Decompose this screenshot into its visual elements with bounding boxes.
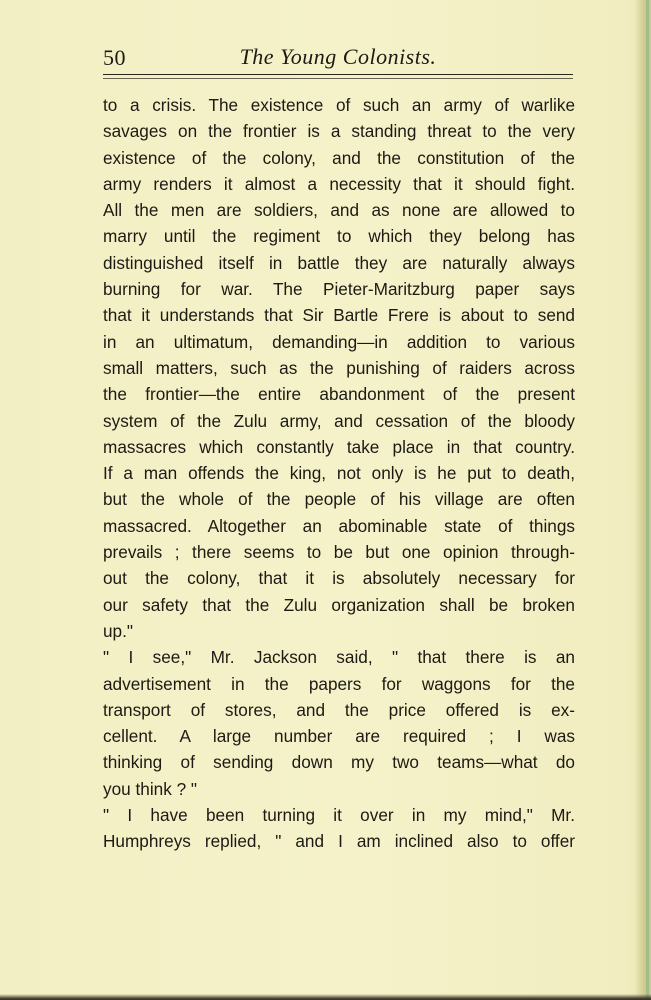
text-line: small matters, such as the punishing of raiders across bbox=[103, 357, 575, 378]
text-line: up." bbox=[103, 620, 133, 641]
text-line: existence of the colony, and the constitution of the bbox=[103, 147, 575, 168]
text-line: If a man offends the king, not only is he put to death, bbox=[103, 463, 575, 484]
text-line: transport of stores, and the price offered is ex- bbox=[103, 699, 575, 720]
page-right-edge bbox=[635, 0, 651, 1000]
text-line: marry until the regiment to which they belong has bbox=[103, 226, 575, 247]
page-header bbox=[103, 40, 573, 74]
page-number: 50 bbox=[103, 45, 126, 70]
text-line: prevails ; there seems to be but one opinion through- bbox=[103, 542, 575, 563]
text-line: you think ? " bbox=[103, 778, 198, 799]
body-text bbox=[103, 92, 575, 855]
text-line: in an ultimatum, demanding—in addition to various bbox=[103, 331, 575, 352]
text-line: system of the Zulu army, and cessation of the bloody bbox=[103, 410, 575, 431]
running-title: The Young Colonists. bbox=[239, 44, 437, 69]
text-line: the frontier—the entire abandonment of the present bbox=[103, 384, 575, 405]
text-line: to a crisis. The existence of such an army of warlike bbox=[103, 95, 575, 115]
text-line: but the whole of the people of his village are often bbox=[103, 489, 575, 510]
header-rule bbox=[103, 74, 573, 75]
text-line: distinguished itself in battle they are naturally always bbox=[103, 252, 575, 273]
text-line: massacred. Altogether an abominable state of things bbox=[103, 515, 575, 536]
text-line: thinking of sending down my two teams—what do bbox=[103, 752, 575, 773]
text-line: advertisement in the papers for waggons for the bbox=[103, 673, 575, 694]
text-line: that it understands that Sir Bartle Frere is about to send bbox=[103, 305, 575, 326]
text-line: massacres which constantly take place in that country. bbox=[103, 436, 575, 457]
text-line: cellent. A large number are required ; I was bbox=[103, 726, 575, 747]
header-rule-second bbox=[103, 78, 573, 79]
page-bottom-edge bbox=[0, 994, 651, 1000]
text-line: out the colony, that it is absolutely necessary for bbox=[103, 568, 575, 589]
text-line: " I see," Mr. Jackson said, " that there is an bbox=[103, 647, 575, 668]
text-line: All the men are soldiers, and as none are allowed to bbox=[103, 200, 575, 221]
text-line: " I have been turning it over in my mind," Mr. bbox=[103, 805, 575, 826]
text-line: our safety that the Zulu organization shall be broken bbox=[103, 594, 575, 615]
text-line: Humphreys replied, " and I am inclined also to offer bbox=[103, 831, 575, 852]
text-line: army renders it almost a necessity that it should fight. bbox=[103, 173, 575, 194]
text-line: burning for war. The Pieter-Maritzburg paper says bbox=[103, 279, 575, 300]
text-line: savages on the frontier is a standing threat to the very bbox=[103, 121, 575, 142]
